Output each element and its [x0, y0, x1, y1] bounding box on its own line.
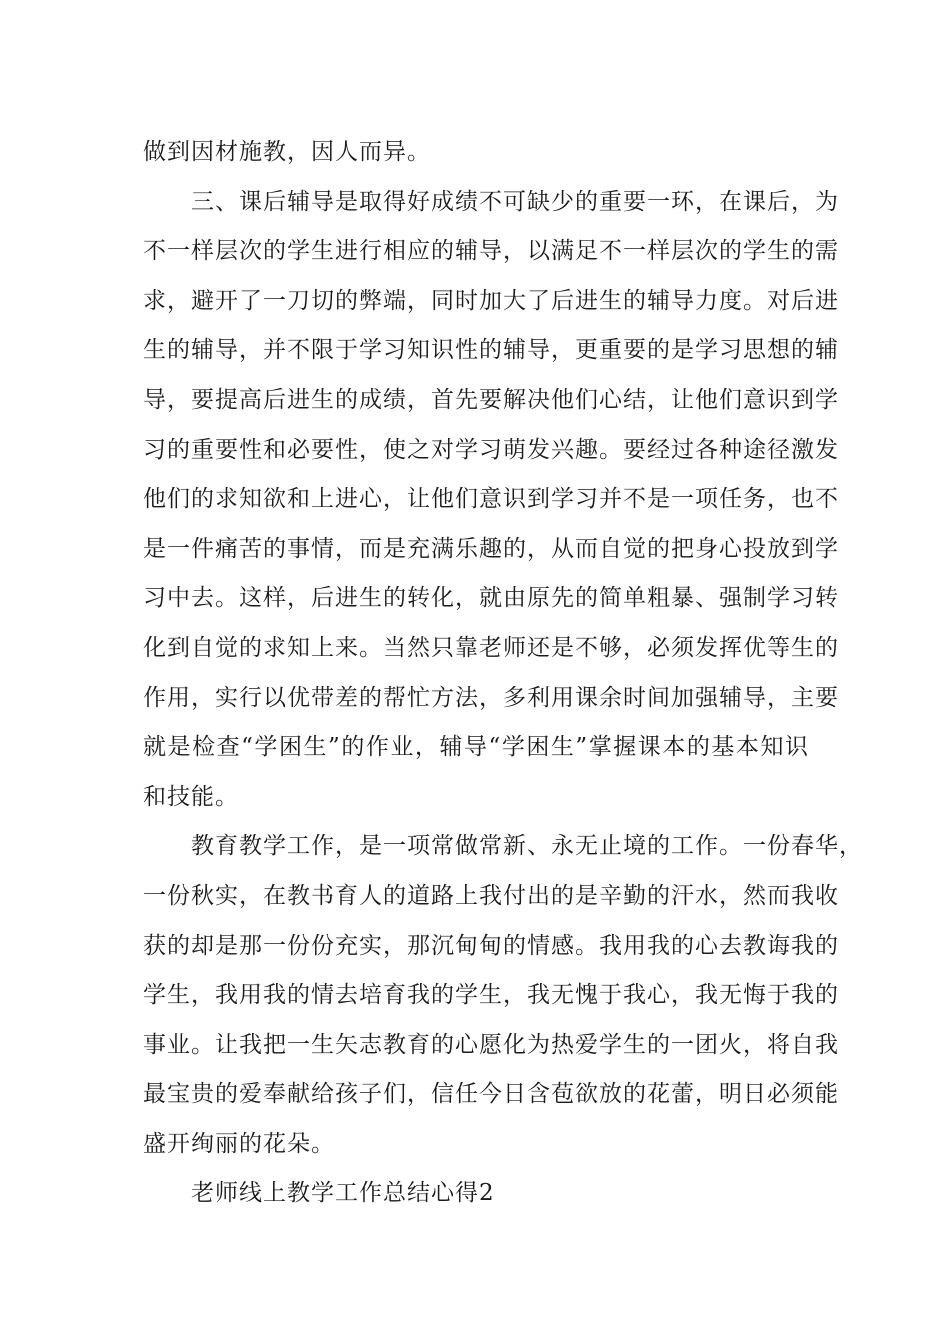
- text-line: 一份秋实，在教书育人的道路上我付出的是辛勤的汗水，然而我收: [143, 882, 839, 909]
- text-line: 习的重要性和必要性，使之对学习萌发兴趣。要经过各种途径激发: [143, 436, 839, 463]
- text-line: 和技能。: [143, 783, 239, 810]
- text-line: 盛开绚丽的花朵。: [143, 1130, 335, 1157]
- text-line: 不一样层次的学生进行相应的辅导，以满足不一样层次的学生的需: [143, 238, 839, 265]
- text-line: 生的辅导，并不限于学习知识性的辅导，更重要的是学习思想的辅: [143, 337, 839, 364]
- text-line: 事业。让我把一生矢志教育的心愿化为热爱学生的一团火，将自我: [143, 1031, 839, 1058]
- text-line: 最宝贵的爱奉献给孩子们，信任今日含苞欲放的花蕾，明日必须能: [143, 1081, 839, 1108]
- text-line: 做到因材施教，因人而异。: [143, 139, 431, 165]
- text-line: 学生，我用我的情去培育我的学生，我无愧于我心，我无悔于我的: [143, 982, 839, 1009]
- text-line: 就是检查“学困生”的作业，辅导“学困生”掌握课本的基本知识: [143, 734, 809, 761]
- text-line: 导，要提高后进生的成绩，首先要解决他们心结，让他们意识到学: [143, 386, 839, 413]
- text-line: 作用，实行以优带差的帮忙方法，多利用课余时间加强辅导，主要: [143, 684, 839, 711]
- text-line: 求，避开了一刀切的弊端，同时加大了后进生的辅导力度。对后进: [143, 287, 839, 314]
- text-line: 化到自觉的求知上来。当然只靠老师还是不够，必须发挥优等生的: [143, 634, 839, 661]
- document-body: [143, 128, 863, 1219]
- text-line: 他们的求知欲和上进心，让他们意识到学习并不是一项任务，也不: [143, 486, 839, 513]
- text-line: 习中去。这样，后进生的转化，就由原先的简单粗暴、强制学习转: [143, 585, 839, 612]
- text-line: 三、课后辅导是取得好成绩不可缺少的重要一环，在课后，为: [191, 188, 839, 215]
- text-line: 老师线上教学工作总结心得2: [191, 1180, 495, 1207]
- text-line: 是一件痛苦的事情，而是充满乐趣的，从而自觉的把身心投放到学: [143, 535, 839, 562]
- text-line: 教育教学工作，是一项常做常新、永无止境的工作。一份春华，: [191, 833, 863, 860]
- text-line: 获的却是那一份份充实，那沉甸甸的情感。我用我的心去教诲我的: [143, 932, 839, 959]
